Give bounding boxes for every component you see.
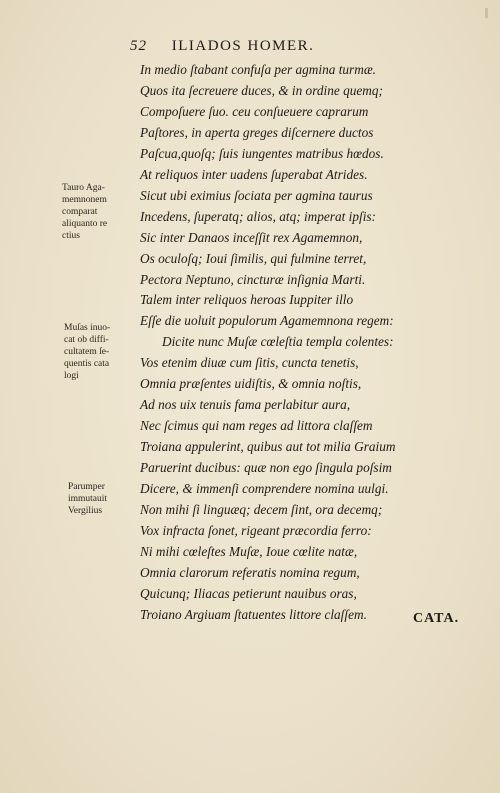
marginal-note-line: Vergilius [68,506,103,516]
verse-line: Paſcua,quoſq; ſuis iungentes matribus hœdos. [140,145,384,161]
verse-line: Omnia præſentes uidiſtis, & omnia noſtis, [140,376,362,392]
marginal-note [64,322,110,382]
verse-line: Paruerint ducibus: quæ non ego ſingula poſsim [140,460,392,476]
verse-line: Quos ita ſecreuere duces, & in ordine quemq; [140,82,383,98]
verse-line: Nec ſcimus qui nam reges ad littora claſſem [140,418,373,434]
verse-line: Non mihi ſi linguæq; decem ſint, ora decemq; [140,502,383,518]
verse-line: At reliquos inter uadens ſuperabat Atrides. [140,166,368,182]
running-title: ILIADOS HOMER. [171,38,315,54]
marginal-note [68,481,107,517]
verse-text [140,60,485,626]
marginal-note-line: Muſas inuo- [64,323,111,333]
verse-line: Os oculoſq; Ioui ſimilis, qui fulmine terret, [140,250,367,266]
marginal-note [62,182,107,242]
verse-line: Talem inter reliquos heroas Iuppiter illo [140,292,354,308]
marginal-note-line: logi [64,371,79,381]
marginal-note-line: memnonem [62,195,107,205]
verse-line: In medio ſtabant confuſa per agmina turmæ. [140,62,377,77]
verse-line: Quicunq; Iliacas petierunt nauibus oras, [140,585,357,601]
marginal-note-line: Parumper [68,482,105,492]
marginal-note-line: cat ob diffi- [64,335,109,345]
verse-line: Ad nos uix tenuis fama perlabitur aura, [140,397,351,413]
page-edge-mark [485,8,488,18]
verse-line: Omnia clarorum referatis nomina regum, [140,564,360,580]
verse-line: Troiana appulerint, quibus aut tot milia Graium [140,439,396,455]
verse-line: Paſtores, in aperta greges diſcernere ductos [140,124,374,140]
verse-line: Sicut ubi eximius ſociata per agmina taurus [140,187,373,203]
verse-line: Incedens, ſuperatq; alios, atq; imperat ipſis: [140,208,376,224]
marginal-note-line: quentis cata [64,359,110,369]
marginal-note-line: cultatem ſe- [64,347,110,357]
marginal-note-line: immutauit [68,494,108,504]
verse-line: Dicere, & immenſi comprendere nomina uulgi. [140,481,389,497]
verse-line: Compoſuere ſuo. ceu conſueuere caprarum [140,103,369,119]
verse-line: Eſſe die uoluit populorum Agamemnona regem: [140,313,394,329]
marginal-note-line: Tauro Aga- [62,183,105,193]
verse-line: Pectora Neptuno, cincturæ inſignia Marti. [140,271,366,287]
catchword: CATA. [413,611,460,626]
verse-line: Vos etenim diuæ cum ſitis, cuncta tenetis, [140,355,359,371]
verse-line: Vox infracta ſonet, rigeant præcordia ferro: [140,522,372,538]
marginal-note-line: ctius [62,231,80,241]
verse-line: Sic inter Danaos inceſſit rex Agamemnon, [140,229,363,245]
verse-line: Ni mihi cœleſtes Muſæ, Ioue cœlite natæ, [140,543,358,559]
marginal-note-line: comparat [62,207,98,217]
verse-line: Dicite nunc Muſæ cœleſtia templa colentes: [162,334,394,350]
marginal-note-line: aliquanto re [62,219,108,229]
verse-line: Troiano Argiuam ſtatuentes littore claſſem. [140,606,367,622]
page-number: 52 [130,38,147,54]
running-header [130,38,420,55]
